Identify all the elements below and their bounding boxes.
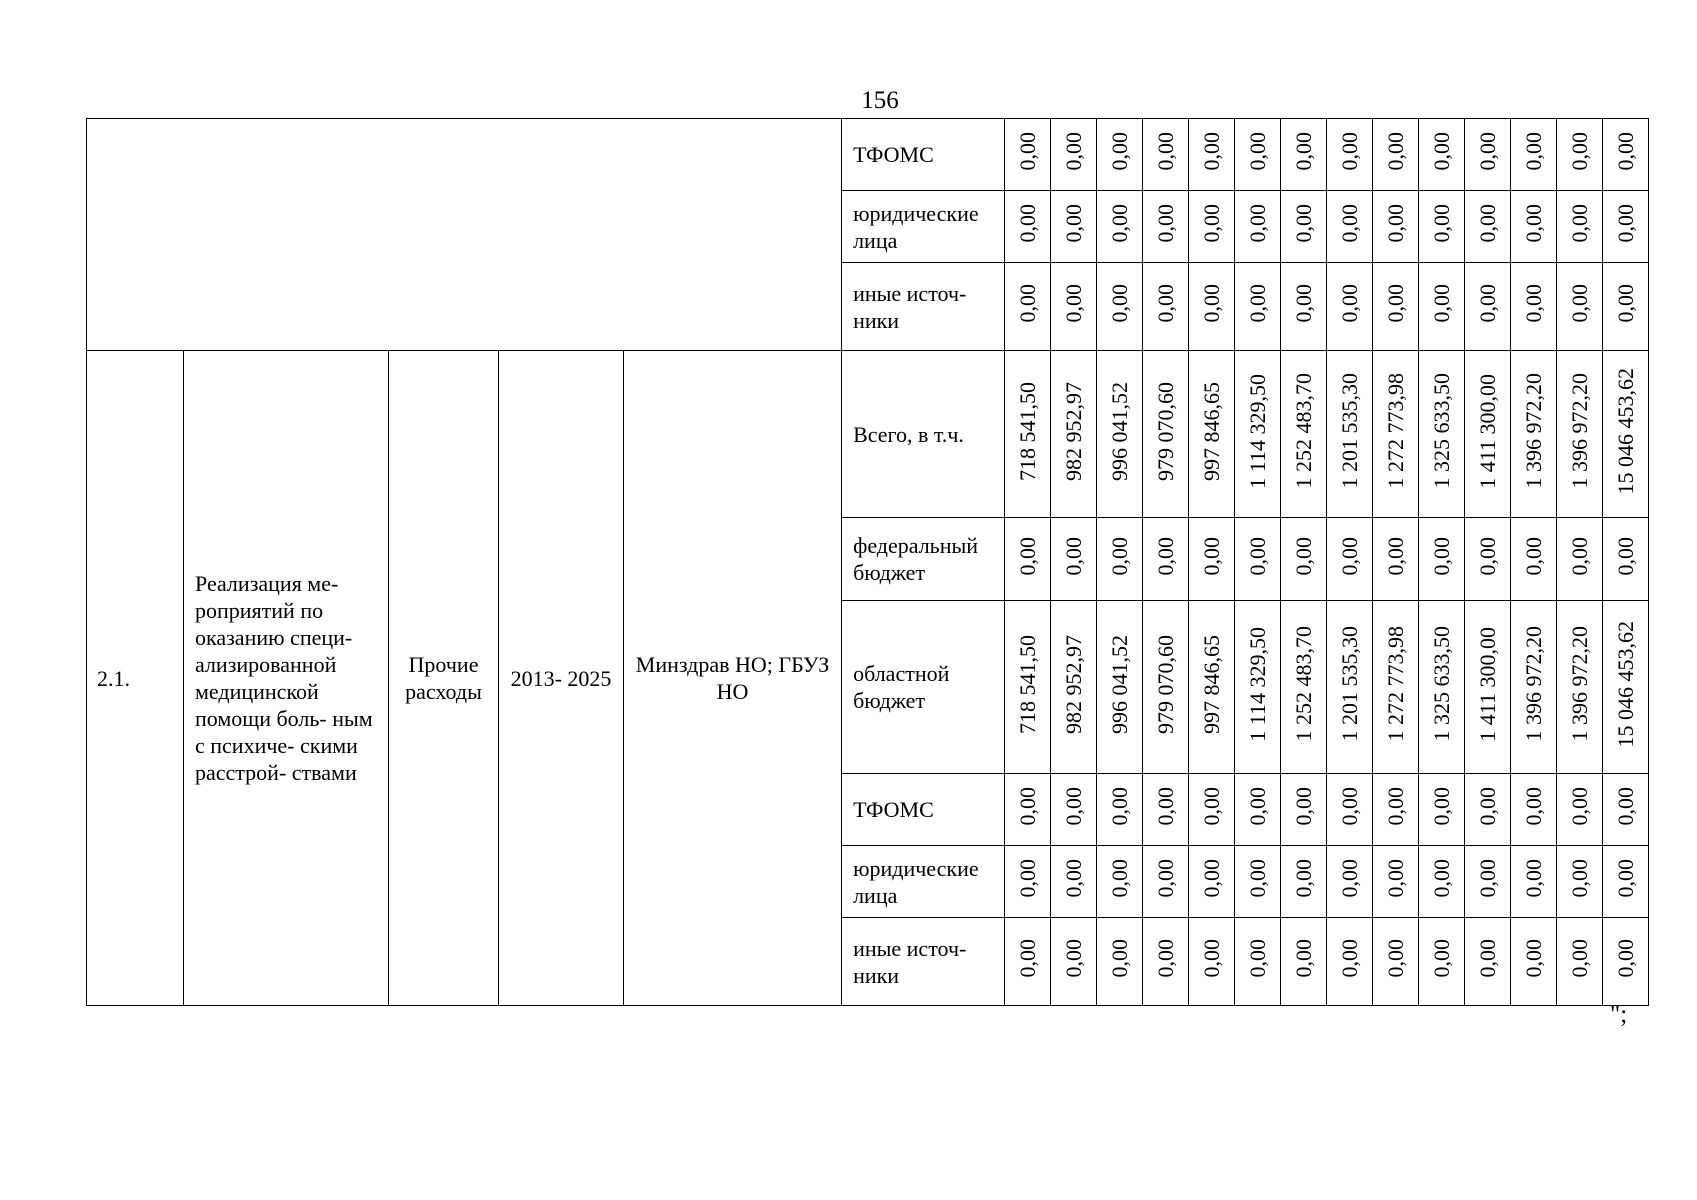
amount-cell xyxy=(1005,263,1051,351)
amount-cell xyxy=(1143,518,1189,601)
amount-cell xyxy=(1005,601,1051,774)
amount-value: 0,00 xyxy=(1336,787,1362,826)
funding-source-label: иные источ- ники xyxy=(842,918,1005,1006)
amount-cell xyxy=(1281,846,1327,918)
amount-value: 1 411 300,00 xyxy=(1474,373,1500,489)
amount-cell xyxy=(1373,518,1419,601)
amount-value: 0,00 xyxy=(1612,284,1638,323)
amount-value: 0,00 xyxy=(1612,132,1638,171)
amount-cell xyxy=(1235,846,1281,918)
amount-value: 0,00 xyxy=(1336,284,1362,323)
funding-source-label: ТФОМС xyxy=(842,774,1005,846)
item-block xyxy=(87,351,1649,1006)
amount-cell xyxy=(1051,119,1097,191)
amount-cell xyxy=(1511,351,1557,518)
amount-cell xyxy=(1005,918,1051,1006)
amount-value: 0,00 xyxy=(1060,787,1086,826)
amount-value: 0,00 xyxy=(1612,787,1638,826)
amount-cell xyxy=(1143,119,1189,191)
amount-value: 0,00 xyxy=(1474,859,1500,898)
amount-cell xyxy=(1051,601,1097,774)
amount-cell xyxy=(1511,119,1557,191)
amount-cell xyxy=(1327,119,1373,191)
amount-cell xyxy=(1281,351,1327,518)
amount-value: 0,00 xyxy=(1244,859,1270,898)
amount-cell xyxy=(1189,601,1235,774)
amount-value: 15 046 453,62 xyxy=(1612,620,1638,748)
amount-cell xyxy=(1511,774,1557,846)
amount-value: 0,00 xyxy=(1566,859,1592,898)
amount-cell xyxy=(1603,191,1649,263)
amount-cell xyxy=(1511,263,1557,351)
amount-cell xyxy=(1373,918,1419,1006)
amount-value: 0,00 xyxy=(1198,132,1224,171)
amount-cell xyxy=(1419,918,1465,1006)
amount-cell xyxy=(1051,846,1097,918)
amount-cell xyxy=(1189,119,1235,191)
amount-cell xyxy=(1189,191,1235,263)
amount-value: 1 272 773,98 xyxy=(1382,626,1408,742)
amount-cell xyxy=(1557,119,1603,191)
amount-cell xyxy=(1419,774,1465,846)
amount-value: 0,00 xyxy=(1152,939,1178,978)
blank-merged-cell xyxy=(87,119,842,351)
amount-cell xyxy=(1143,601,1189,774)
amount-value: 0,00 xyxy=(1152,536,1178,576)
amount-cell xyxy=(1511,918,1557,1006)
amount-value: 1 396 972,20 xyxy=(1520,373,1546,489)
amount-cell xyxy=(1419,601,1465,774)
amount-cell xyxy=(1557,774,1603,846)
amount-value: 0,00 xyxy=(1244,204,1270,243)
amount-value: 0,00 xyxy=(1290,787,1316,826)
amount-value: 0,00 xyxy=(1060,132,1086,171)
amount-cell xyxy=(1419,119,1465,191)
amount-cell xyxy=(1143,774,1189,846)
table-row xyxy=(87,351,1649,518)
implementation-period: 2013- 2025 xyxy=(499,351,624,1006)
amount-value: 979 070,60 xyxy=(1152,381,1178,481)
amount-value: 996 041,52 xyxy=(1106,634,1132,734)
amount-value: 1 272 773,98 xyxy=(1382,373,1408,489)
amount-value: 0,00 xyxy=(1382,204,1408,243)
amount-cell xyxy=(1281,263,1327,351)
amount-value: 0,00 xyxy=(1474,284,1500,323)
amount-cell xyxy=(1603,119,1649,191)
amount-value: 0,00 xyxy=(1244,284,1270,323)
amount-cell xyxy=(1235,119,1281,191)
amount-value: 0,00 xyxy=(1520,787,1546,826)
amount-value: 0,00 xyxy=(1198,939,1224,978)
amount-value: 0,00 xyxy=(1566,787,1592,826)
amount-cell xyxy=(1465,918,1511,1006)
amount-value: 0,00 xyxy=(1428,787,1454,826)
amount-cell xyxy=(1327,601,1373,774)
amount-cell xyxy=(1097,518,1143,601)
amount-value: 0,00 xyxy=(1612,859,1638,898)
amount-value: 0,00 xyxy=(1244,787,1270,826)
amount-value: 0,00 xyxy=(1106,859,1132,898)
amount-value: 1 252 483,70 xyxy=(1290,626,1316,742)
amount-value: 0,00 xyxy=(1428,132,1454,171)
amount-cell xyxy=(1327,191,1373,263)
amount-cell xyxy=(1465,351,1511,518)
amount-value: 0,00 xyxy=(1382,859,1408,898)
amount-value: 1 114 329,50 xyxy=(1244,373,1270,489)
amount-value: 0,00 xyxy=(1428,204,1454,243)
amount-value: 0,00 xyxy=(1566,204,1592,243)
amount-cell xyxy=(1603,846,1649,918)
amount-cell xyxy=(1189,846,1235,918)
amount-cell xyxy=(1603,351,1649,518)
amount-value: 1 201 535,30 xyxy=(1336,373,1362,489)
amount-value: 0,00 xyxy=(1474,536,1500,576)
budget-table xyxy=(86,118,1649,1006)
amount-cell xyxy=(1465,846,1511,918)
amount-cell xyxy=(1189,774,1235,846)
amount-value: 0,00 xyxy=(1106,939,1132,978)
amount-value: 0,00 xyxy=(1014,787,1040,826)
amount-cell xyxy=(1097,774,1143,846)
amount-cell xyxy=(1511,601,1557,774)
amount-value: 0,00 xyxy=(1520,536,1546,576)
amount-value: 0,00 xyxy=(1290,132,1316,171)
amount-value: 0,00 xyxy=(1336,132,1362,171)
page-number: 156 xyxy=(861,87,899,114)
amount-cell xyxy=(1603,601,1649,774)
amount-value: 0,00 xyxy=(1336,859,1362,898)
amount-value: 1 114 329,50 xyxy=(1244,626,1270,742)
amount-cell xyxy=(1419,191,1465,263)
amount-cell xyxy=(1465,601,1511,774)
amount-cell xyxy=(1143,191,1189,263)
amount-value: 0,00 xyxy=(1198,787,1224,826)
amount-value: 0,00 xyxy=(1106,787,1132,826)
amount-value: 15 046 453,62 xyxy=(1612,367,1638,495)
amount-cell xyxy=(1327,918,1373,1006)
amount-value: 0,00 xyxy=(1152,132,1178,171)
amount-cell xyxy=(1051,774,1097,846)
amount-cell xyxy=(1419,351,1465,518)
amount-value: 0,00 xyxy=(1152,859,1178,898)
amount-cell xyxy=(1511,518,1557,601)
amount-cell xyxy=(1097,918,1143,1006)
amount-value: 0,00 xyxy=(1520,284,1546,323)
amount-cell xyxy=(1557,191,1603,263)
amount-cell xyxy=(1603,774,1649,846)
amount-value: 0,00 xyxy=(1014,132,1040,171)
amount-value: 0,00 xyxy=(1612,939,1638,978)
expense-category: Прочие расходы xyxy=(389,351,499,1006)
funding-source-label: юридические лица xyxy=(842,191,1005,263)
funding-source-label: ТФОМС xyxy=(842,119,1005,191)
funding-source-label: Всего, в т.ч. xyxy=(842,351,1005,518)
amount-cell xyxy=(1465,774,1511,846)
amount-value: 0,00 xyxy=(1474,132,1500,171)
amount-value: 997 846,65 xyxy=(1198,381,1224,481)
amount-cell xyxy=(1373,263,1419,351)
amount-cell xyxy=(1327,846,1373,918)
amount-cell xyxy=(1189,918,1235,1006)
amount-value: 1 252 483,70 xyxy=(1290,373,1316,489)
amount-value: 0,00 xyxy=(1106,132,1132,171)
amount-cell xyxy=(1235,191,1281,263)
amount-cell xyxy=(1097,263,1143,351)
amount-cell xyxy=(1143,846,1189,918)
amount-value: 0,00 xyxy=(1060,204,1086,243)
amount-value: 0,00 xyxy=(1336,536,1362,576)
amount-value: 1 325 633,50 xyxy=(1428,373,1454,489)
amount-value: 1 396 972,20 xyxy=(1566,626,1592,742)
amount-cell xyxy=(1143,263,1189,351)
amount-value: 0,00 xyxy=(1014,536,1040,576)
amount-value: 0,00 xyxy=(1612,204,1638,243)
amount-value: 997 846,65 xyxy=(1198,634,1224,734)
amount-value: 0,00 xyxy=(1060,536,1086,576)
amount-cell xyxy=(1557,918,1603,1006)
amount-cell xyxy=(1189,263,1235,351)
amount-value: 982 952,97 xyxy=(1060,634,1086,734)
amount-cell xyxy=(1281,119,1327,191)
amount-value: 0,00 xyxy=(1198,204,1224,243)
funding-source-label: иные источ- ники xyxy=(842,263,1005,351)
amount-value: 979 070,60 xyxy=(1152,634,1178,734)
amount-cell xyxy=(1281,918,1327,1006)
amount-cell xyxy=(1143,351,1189,518)
amount-cell xyxy=(1327,774,1373,846)
amount-cell xyxy=(1465,119,1511,191)
amount-value: 0,00 xyxy=(1152,787,1178,826)
amount-cell xyxy=(1097,119,1143,191)
amount-cell xyxy=(1557,601,1603,774)
amount-value: 0,00 xyxy=(1566,132,1592,171)
amount-cell xyxy=(1373,351,1419,518)
amount-value: 0,00 xyxy=(1198,859,1224,898)
amount-value: 0,00 xyxy=(1474,204,1500,243)
amount-value: 1 396 972,20 xyxy=(1566,373,1592,489)
amount-value: 0,00 xyxy=(1290,204,1316,243)
amount-value: 0,00 xyxy=(1244,939,1270,978)
amount-value: 0,00 xyxy=(1014,284,1040,323)
responsible-executor: Минздрав НО; ГБУЗ НО xyxy=(624,351,842,1006)
amount-value: 0,00 xyxy=(1290,939,1316,978)
amount-value: 0,00 xyxy=(1520,204,1546,243)
amount-value: 0,00 xyxy=(1428,859,1454,898)
amount-cell xyxy=(1373,601,1419,774)
amount-value: 0,00 xyxy=(1520,939,1546,978)
amount-value: 0,00 xyxy=(1474,787,1500,826)
amount-cell xyxy=(1557,518,1603,601)
amount-cell xyxy=(1235,918,1281,1006)
amount-cell xyxy=(1281,518,1327,601)
amount-value: 0,00 xyxy=(1382,787,1408,826)
amount-cell xyxy=(1327,263,1373,351)
amount-value: 0,00 xyxy=(1014,939,1040,978)
amount-cell xyxy=(1373,846,1419,918)
amount-cell xyxy=(1603,918,1649,1006)
amount-cell xyxy=(1235,518,1281,601)
amount-value: 0,00 xyxy=(1336,204,1362,243)
amount-value: 0,00 xyxy=(1428,939,1454,978)
funding-source-label: областной бюджет xyxy=(842,601,1005,774)
amount-value: 0,00 xyxy=(1244,132,1270,171)
amount-cell xyxy=(1465,518,1511,601)
funding-source-label: федеральный бюджет xyxy=(842,518,1005,601)
amount-cell xyxy=(1051,918,1097,1006)
amount-cell xyxy=(1373,191,1419,263)
amount-value: 0,00 xyxy=(1290,859,1316,898)
amount-cell xyxy=(1419,846,1465,918)
amount-value: 0,00 xyxy=(1244,536,1270,576)
amount-value: 0,00 xyxy=(1014,204,1040,243)
amount-cell xyxy=(1557,263,1603,351)
amount-value: 0,00 xyxy=(1152,284,1178,323)
amount-cell xyxy=(1051,518,1097,601)
amount-cell xyxy=(1051,351,1097,518)
amount-value: 1 396 972,20 xyxy=(1520,626,1546,742)
amount-value: 0,00 xyxy=(1382,284,1408,323)
amount-value: 0,00 xyxy=(1566,284,1592,323)
amount-cell xyxy=(1005,351,1051,518)
amount-value: 0,00 xyxy=(1382,132,1408,171)
amount-cell xyxy=(1281,774,1327,846)
amount-cell xyxy=(1051,191,1097,263)
amount-cell xyxy=(1189,518,1235,601)
amount-value: 0,00 xyxy=(1428,284,1454,323)
amount-value: 982 952,97 xyxy=(1060,381,1086,481)
amount-value: 0,00 xyxy=(1106,536,1132,576)
amount-value: 0,00 xyxy=(1290,284,1316,323)
amount-value: 0,00 xyxy=(1198,536,1224,576)
amount-value: 996 041,52 xyxy=(1106,381,1132,481)
table-row xyxy=(87,119,1649,191)
amount-cell xyxy=(1235,601,1281,774)
amount-cell xyxy=(1097,351,1143,518)
amount-cell xyxy=(1005,518,1051,601)
amount-value: 0,00 xyxy=(1520,859,1546,898)
amount-cell xyxy=(1419,518,1465,601)
amount-cell xyxy=(1235,351,1281,518)
amount-value: 0,00 xyxy=(1520,132,1546,171)
amount-value: 0,00 xyxy=(1382,536,1408,576)
amount-cell xyxy=(1511,191,1557,263)
funding-source-label: юридические лица xyxy=(842,846,1005,918)
amount-cell xyxy=(1511,846,1557,918)
amount-cell xyxy=(1051,263,1097,351)
top-block xyxy=(87,119,1649,351)
amount-value: 718 541,50 xyxy=(1014,634,1040,734)
amount-value: 718 541,50 xyxy=(1014,381,1040,481)
amount-value: 0,00 xyxy=(1152,204,1178,243)
amount-cell xyxy=(1005,846,1051,918)
amount-cell xyxy=(1557,351,1603,518)
amount-cell xyxy=(1143,918,1189,1006)
amount-cell xyxy=(1373,119,1419,191)
amount-value: 0,00 xyxy=(1566,536,1592,576)
amount-cell xyxy=(1189,351,1235,518)
amount-value: 0,00 xyxy=(1382,939,1408,978)
amount-cell xyxy=(1465,191,1511,263)
amount-value: 0,00 xyxy=(1566,939,1592,978)
amount-value: 1 325 633,50 xyxy=(1428,626,1454,742)
amount-value: 0,00 xyxy=(1060,284,1086,323)
amount-cell xyxy=(1281,601,1327,774)
amount-cell xyxy=(1327,351,1373,518)
amount-value: 0,00 xyxy=(1612,536,1638,576)
amount-cell xyxy=(1465,263,1511,351)
amount-value: 0,00 xyxy=(1060,859,1086,898)
amount-cell xyxy=(1097,601,1143,774)
amount-value: 1 201 535,30 xyxy=(1336,626,1362,742)
amount-cell xyxy=(1005,774,1051,846)
amount-cell xyxy=(1235,774,1281,846)
amount-value: 0,00 xyxy=(1474,939,1500,978)
amount-value: 0,00 xyxy=(1428,536,1454,576)
amount-value: 0,00 xyxy=(1336,939,1362,978)
amount-cell xyxy=(1603,518,1649,601)
amount-cell xyxy=(1281,191,1327,263)
item-number: 2.1. xyxy=(87,351,184,1006)
amount-cell xyxy=(1005,119,1051,191)
closing-quote-mark: "; xyxy=(1610,1001,1628,1028)
amount-value: 0,00 xyxy=(1198,284,1224,323)
amount-cell xyxy=(1097,191,1143,263)
amount-value: 0,00 xyxy=(1106,284,1132,323)
amount-cell xyxy=(1419,263,1465,351)
amount-value: 0,00 xyxy=(1106,204,1132,243)
amount-cell xyxy=(1005,191,1051,263)
amount-value: 0,00 xyxy=(1060,939,1086,978)
amount-value: 1 411 300,00 xyxy=(1474,626,1500,742)
item-name: Реализация ме- роприятий по оказанию специ- ализированной медицинской помощи боль- ным с психиче- скими расстрой- ствами xyxy=(184,351,389,1006)
amount-cell xyxy=(1235,263,1281,351)
amount-cell xyxy=(1327,518,1373,601)
amount-cell xyxy=(1557,846,1603,918)
amount-cell xyxy=(1097,846,1143,918)
amount-cell xyxy=(1603,263,1649,351)
amount-value: 0,00 xyxy=(1014,859,1040,898)
amount-value: 0,00 xyxy=(1290,536,1316,576)
amount-cell xyxy=(1373,774,1419,846)
